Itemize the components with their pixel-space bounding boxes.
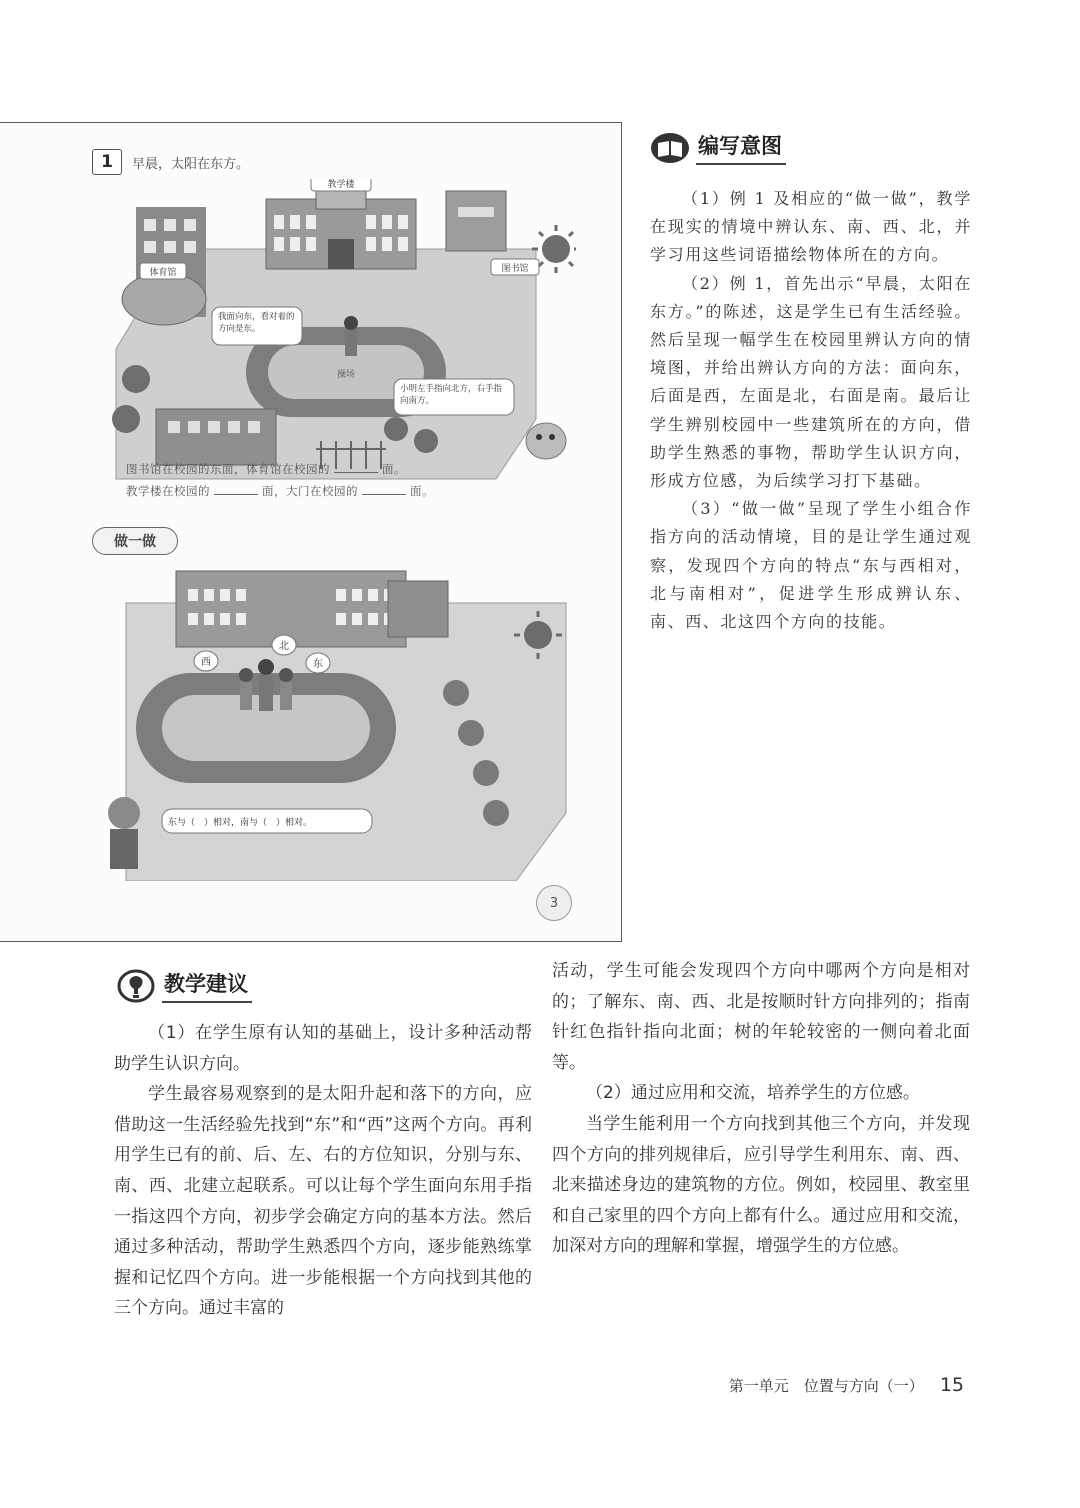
east-label: 东 — [313, 659, 323, 670]
blank-3[interactable] — [362, 494, 406, 495]
textbook-page-badge: 3 — [536, 885, 572, 921]
activity-side-building — [388, 581, 448, 637]
example-header — [92, 149, 249, 175]
bottom-building — [156, 409, 276, 465]
suggestions-heading — [116, 968, 252, 1003]
blank-1[interactable] — [334, 472, 378, 473]
suggestion-paragraph-2: 学生最容易观察到的是太阳升起和落下的方向，应借助这一生活经验先找到“东”和“西”这两个方向。再利用学生已有的前、后、左、右的方位知识，分别与东、南、西、北建立起联系。可以让每个学生面向东用手指一指这四个方向，初步学会确定方向的基本方法。然后通过多种活动，帮助学生熟悉四个方向，逐步能熟练掌握和记忆四个方向。进一步能根据一个方向找到其他的三个方向。通过丰富的 — [114, 1084, 532, 1319]
suggestion-paragraph-3: （2）通过应用和交流，培养学生的方位感。 — [586, 1083, 920, 1104]
activity-illustration — [96, 563, 576, 881]
gym-building — [122, 273, 206, 325]
footer-unit: 第一单元 位置与方向（一） — [728, 1377, 924, 1395]
suggestion-paragraph-1: （1）在学生原有认知的基础上，设计多种活动帮助学生认识方向。 — [114, 1023, 532, 1074]
fill-line-1-text-a: 图书馆在校园的东面，体育馆在校园的 — [126, 462, 330, 476]
teaching-building — [266, 187, 416, 269]
suggestions-left-column — [114, 1018, 532, 1324]
fill-line-1 — [126, 461, 406, 477]
fill-line-2-text-a: 教学楼在校园的 — [126, 484, 210, 498]
boy-figure — [108, 797, 140, 869]
intent-paragraph-2: （2）例 1，首先出示“早晨，太阳在东方。”的陈述，这是学生已有生活经验。然后呈现一幅学生在校园里辨认方向的情境图，并给出辨认方向的方法：面向东，后面是西，左面是北，右面是南。最后让学生辨别校园中一些建筑所在的方向，借助学生熟悉的事物，帮助学生认识方向，形成方位感，为后续学习打下基础。 — [650, 273, 972, 491]
fill-line-2-text-b: 面，大门在校园的 — [262, 484, 358, 498]
student-figure — [344, 316, 358, 356]
example-number: 1 — [92, 149, 122, 175]
intent-paragraph-1: （1）例 1 及相应的“做一做”，教学在现实的情境中辨认东、南、西、北，并学习用这些词语描绘物体所在的方向。 — [650, 189, 972, 265]
intent-text — [650, 185, 972, 636]
intent-title: 编写意图 — [696, 130, 786, 165]
fill-line-2 — [126, 483, 434, 499]
bottom-speech-text: 东与（ ）相对，南与（ ）相对。 — [168, 818, 313, 828]
textbook-page — [0, 122, 622, 942]
intent-paragraph-3: （3）“做一做”呈现了学生小组合作指方向的活动情境，目的是让学生通过观察，发现四个方向的特点“东与西相对，北与南相对”，促进学生形成辨认东、南、西、北这四个方向的技能。 — [650, 499, 972, 632]
suggestions-title: 教学建议 — [162, 968, 252, 1003]
example-statement: 早晨，太阳在东方。 — [132, 156, 250, 172]
book-icon — [650, 131, 690, 165]
playground-label: 操场 — [336, 370, 356, 380]
west-label: 西 — [201, 657, 211, 668]
suggestions-right-column — [552, 956, 970, 1262]
page-footer — [729, 1374, 964, 1396]
gym-label: 体育馆 — [149, 268, 177, 278]
north-label: 北 — [279, 641, 289, 652]
suggestion-paragraph-4: 当学生能利用一个方向找到其他三个方向，并发现四个方向的排列规律后，应引导学生利用东、南、西、北来描述身边的建筑物的方位。例如，校园里、教室里和自己家里的四个方向上都有什么。通过应用和交流，加深对方向的理解和掌握，增强学生的方位感。 — [552, 1113, 970, 1257]
suggestion-continuation: 活动，学生可能会发现四个方向中哪两个方向是相对的；了解东、南、西、北是按顺时针方向排列的；指南针红色指针指向北面；树的年轮较密的一侧向着北面等。 — [552, 961, 970, 1073]
speech-bubble-1-text: 我面向东，看对着的方向是东。 — [218, 312, 295, 334]
activity-teaching-building — [176, 571, 406, 647]
intent-heading — [650, 130, 786, 165]
campus-illustration — [96, 179, 576, 495]
teaching-building-label: 教学楼 — [327, 180, 355, 190]
page-number: 15 — [939, 1374, 964, 1396]
fill-line-2-text-c: 面。 — [410, 484, 434, 498]
library-building — [446, 191, 506, 251]
mascot-icon — [526, 423, 566, 459]
blank-2[interactable] — [214, 494, 258, 495]
library-label: 图书馆 — [501, 264, 529, 274]
fill-line-1-text-b: 面。 — [382, 462, 406, 476]
do-it-tag: 做一做 — [92, 527, 178, 555]
speech-bubble-2-text: 小明左手指向北方，右手指向南方。 — [400, 384, 503, 406]
lightbulb-icon — [116, 969, 156, 1003]
